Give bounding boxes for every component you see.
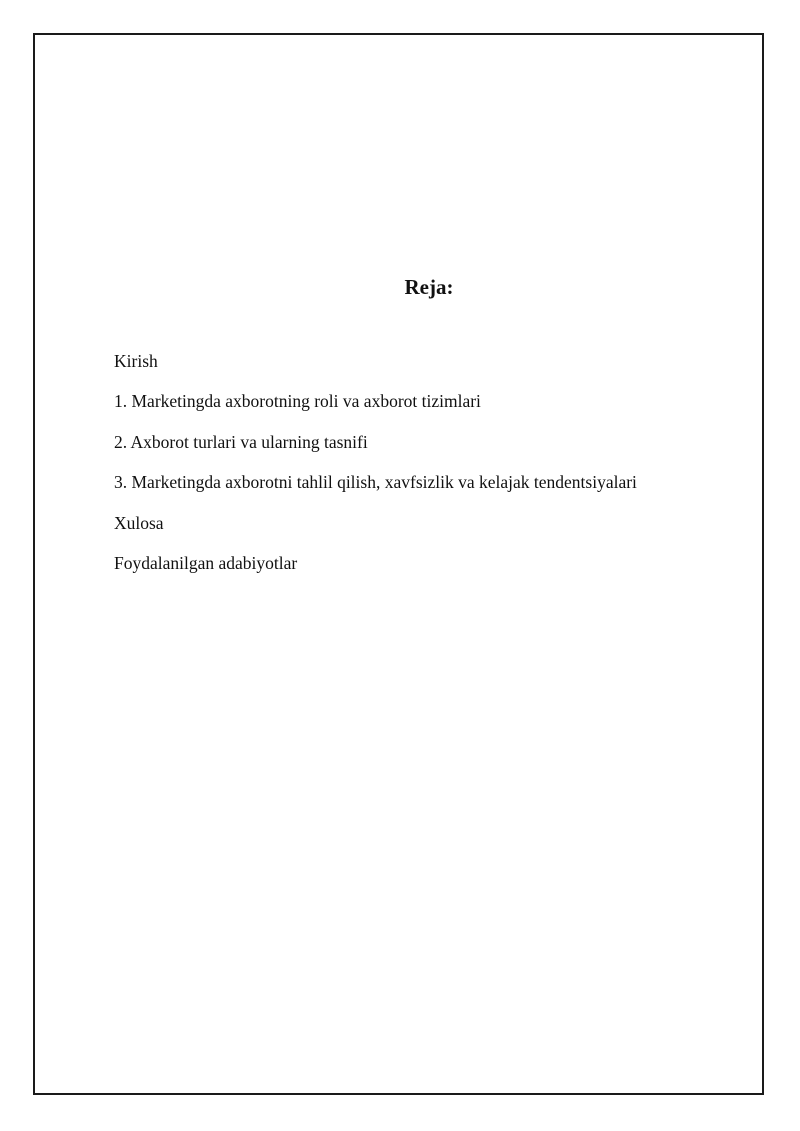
toc-item-chapter-3: 3. Marketingda axborotni tahlil qilish, xavfsizlik va kelajak tendentsiyalari bbox=[114, 472, 637, 493]
toc-item-chapter-2: 2. Axborot turlari va ularning tasnifi bbox=[114, 431, 368, 452]
toc-item-introduction: Kirish bbox=[114, 351, 158, 371]
toc-item-chapter-1: 1. Marketingda axborotning roli va axborot tizimlari bbox=[114, 391, 481, 412]
toc-item-conclusion: Xulosa bbox=[114, 512, 164, 533]
table-of-contents bbox=[114, 348, 637, 590]
page-title: Reja: bbox=[404, 275, 454, 299]
toc-item-references: Foydalanilgan adabiyotlar bbox=[114, 552, 298, 573]
